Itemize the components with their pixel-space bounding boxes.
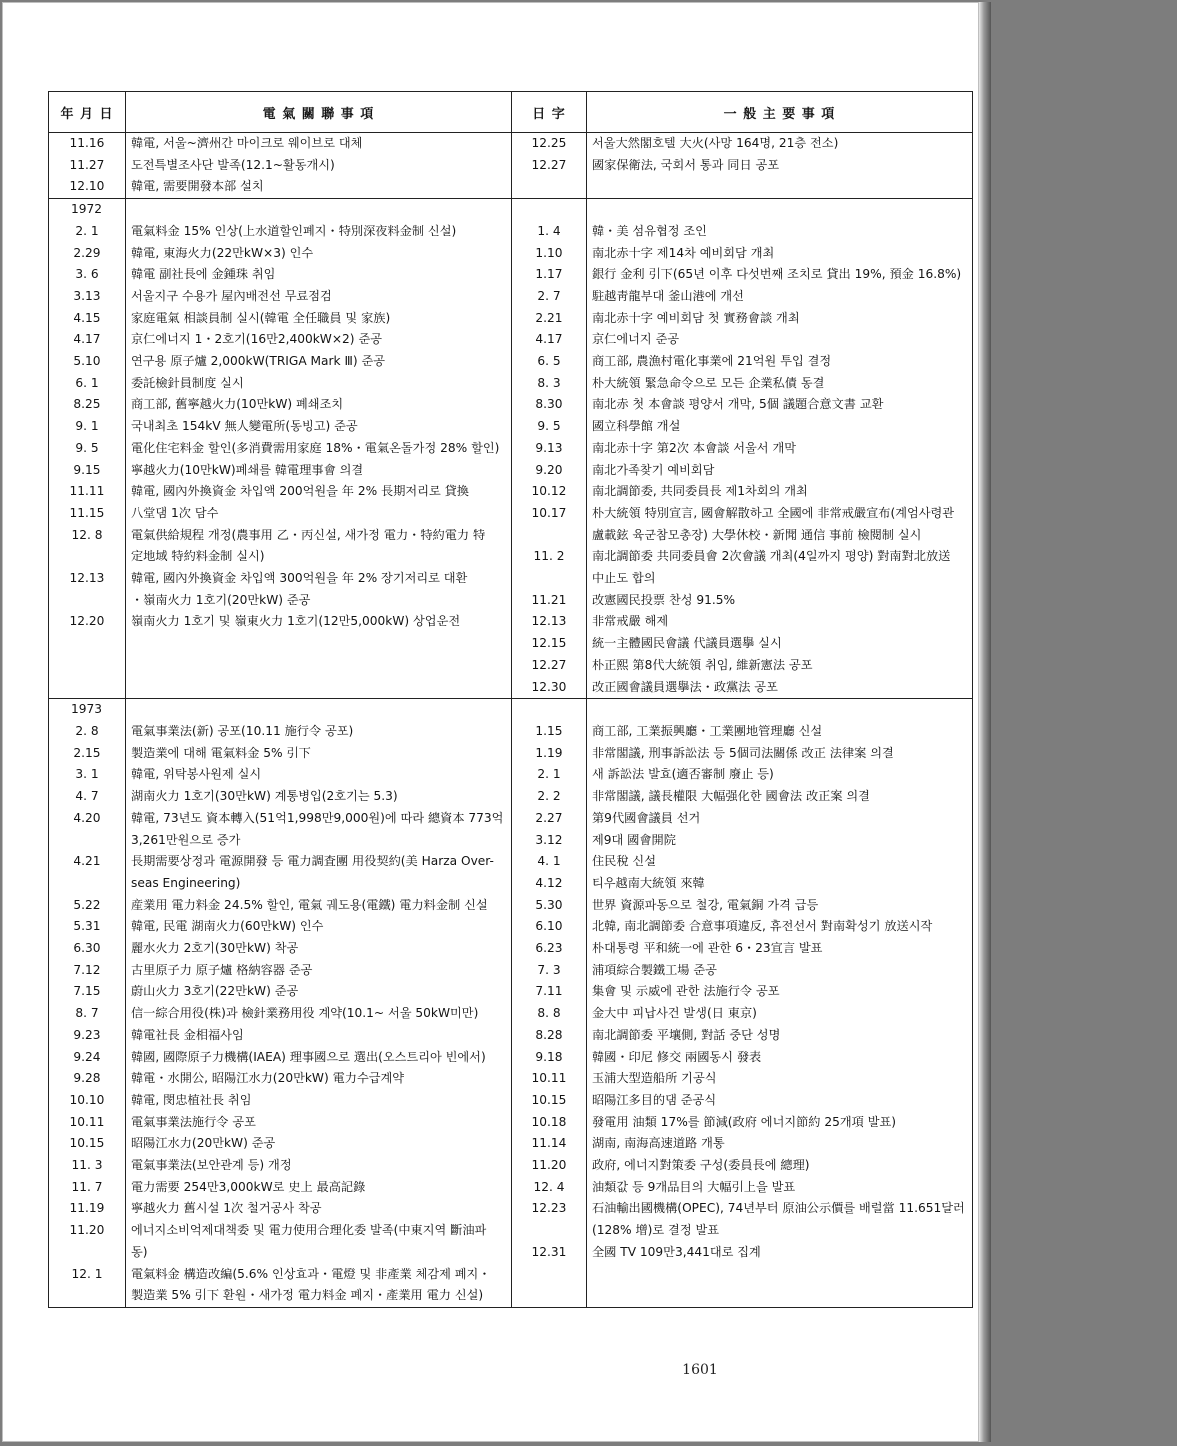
- general-event: 油類값 등 9개品目의 大幅引上을 발표: [587, 1177, 973, 1199]
- electric-event: 電氣事業法(보안관계 등) 개정: [126, 1155, 512, 1177]
- electric-date: 8. 7: [49, 1003, 126, 1025]
- general-date: 11.20: [512, 1155, 587, 1177]
- electric-event: 電氣事業法施行令 공포: [126, 1112, 512, 1134]
- general-date: 5.30: [512, 895, 587, 917]
- general-event: 南北赤十字 예비회담 첫 實務會談 개최: [587, 308, 973, 330]
- table-row: [49, 373, 973, 395]
- general-event: 서울大然閣호텔 大火(사망 164명, 21층 전소): [587, 133, 973, 155]
- general-event: 韓・美 섬유협정 조인: [587, 221, 973, 243]
- header-electric-events: 電 氣 關 聯 事 項: [126, 92, 512, 133]
- general-date: 1. 4: [512, 221, 587, 243]
- table-row: [49, 394, 973, 416]
- table-row: [49, 611, 973, 633]
- electric-event: 古里原子力 原子爐 格納容器 준공: [126, 960, 512, 982]
- general-event: 玉浦大型造船所 기공식: [587, 1068, 973, 1090]
- electric-date: [49, 873, 126, 895]
- electric-event: 韓電, 國內外換資金 차입액 300억원을 年 2% 장기저리로 대환: [126, 568, 512, 590]
- electric-date: 2.29: [49, 243, 126, 265]
- electric-event: 韓電社長 金相福사임: [126, 1025, 512, 1047]
- empty-cell: [587, 199, 973, 221]
- electric-event: [126, 633, 512, 655]
- electric-event: 寧越火力(10만kW)폐쇄를 韓電理事會 의결: [126, 460, 512, 482]
- electric-event: 韓國, 國際原子力機構(IAEA) 理事國으로 選出(오스트리아 빈에서): [126, 1047, 512, 1069]
- general-event: 商工部, 工業振興廳・工業團地管理廳 신설: [587, 721, 973, 743]
- table-row: [49, 873, 973, 895]
- table-row: [49, 655, 973, 677]
- general-event: 發電用 油類 17%를 節減(政府 에너지節約 25개項 발표): [587, 1112, 973, 1134]
- table-row: [49, 243, 973, 265]
- general-date: 3.12: [512, 830, 587, 852]
- general-date: 10.15: [512, 1090, 587, 1112]
- table-row: [49, 1025, 973, 1047]
- general-event: 朴大統領 特別宣言, 國會解散하고 全國에 非常戒嚴宣布(계엄사령관: [587, 503, 973, 525]
- electric-date: [49, 546, 126, 568]
- general-event: 南北가족찾기 예비회담: [587, 460, 973, 482]
- electric-event: 定地域 特約料金制 실시): [126, 546, 512, 568]
- electric-date: 7.15: [49, 981, 126, 1003]
- electric-event: [126, 655, 512, 677]
- general-date: 12.23: [512, 1198, 587, 1220]
- general-date: 12.31: [512, 1242, 587, 1264]
- table-row: [49, 677, 973, 699]
- general-event: 金大中 피납사건 발생(日 東京): [587, 1003, 973, 1025]
- electric-date: 12.10: [49, 176, 126, 198]
- electric-event: 湖南火力 1호기(30만kW) 계통병입(2호기는 5.3): [126, 786, 512, 808]
- electric-event: 韓電, 東海火力(22만kW×3) 인수: [126, 243, 512, 265]
- electric-date: 10.15: [49, 1133, 126, 1155]
- general-event: 湖南, 南海高速道路 개통: [587, 1133, 973, 1155]
- general-date: 8.28: [512, 1025, 587, 1047]
- general-event: 朴正熙 第8代大統領 취임, 維新憲法 공포: [587, 655, 973, 677]
- general-date: 6.10: [512, 916, 587, 938]
- general-date: 8.30: [512, 394, 587, 416]
- electric-event: 韓電, 서울~濟州간 마이크로 웨이브로 대체: [126, 133, 512, 155]
- electric-event: 電氣事業法(新) 공포(10.11 施行令 공포): [126, 721, 512, 743]
- general-date: 11. 2: [512, 546, 587, 568]
- general-date: 4.12: [512, 873, 587, 895]
- table-row: [49, 329, 973, 351]
- electric-date: 5.31: [49, 916, 126, 938]
- table-row: [49, 503, 973, 525]
- electric-date: 3. 1: [49, 764, 126, 786]
- year-label: 1972: [49, 199, 126, 221]
- table-row: [49, 1264, 973, 1286]
- electric-date: 11.15: [49, 503, 126, 525]
- header-date: 年 月 日: [49, 92, 126, 133]
- general-date: [512, 1285, 587, 1307]
- general-event: 南北赤十字 제14차 예비회담 개최: [587, 243, 973, 265]
- table-row: [49, 1285, 973, 1307]
- general-date: 6.23: [512, 938, 587, 960]
- general-date: [512, 568, 587, 590]
- general-event: 全國 TV 109만3,441대로 집계: [587, 1242, 973, 1264]
- electric-event: 長期需要상정과 電源開發 등 電力調査團 用役契約(美 Harza Over-: [126, 851, 512, 873]
- table-row: [49, 1068, 973, 1090]
- electric-event: 嶺南火力 1호기 및 嶺東火力 1호기(12만5,000kW) 상업운전: [126, 611, 512, 633]
- table-row: [49, 786, 973, 808]
- table-row: [49, 1047, 973, 1069]
- electric-date: 9.15: [49, 460, 126, 482]
- electric-date: 6. 1: [49, 373, 126, 395]
- electric-event: 연구용 原子爐 2,000kW(TRIGA Mark Ⅲ) 준공: [126, 351, 512, 373]
- electric-date: 10.10: [49, 1090, 126, 1112]
- electric-date: [49, 655, 126, 677]
- electric-date: [49, 633, 126, 655]
- general-date: 9.13: [512, 438, 587, 460]
- electric-event: [126, 677, 512, 699]
- general-date: 10.18: [512, 1112, 587, 1134]
- table-row: [49, 546, 973, 568]
- electric-date: [49, 830, 126, 852]
- general-event: (128% 增)로 결정 발표: [587, 1220, 973, 1242]
- general-event: 統一主體國民會議 代議員選擧 실시: [587, 633, 973, 655]
- general-date: 2.21: [512, 308, 587, 330]
- electric-date: 9.28: [49, 1068, 126, 1090]
- table-row: [49, 916, 973, 938]
- table-row: [49, 895, 973, 917]
- general-date: 2. 7: [512, 286, 587, 308]
- table-row: [49, 1155, 973, 1177]
- general-event: [587, 1264, 973, 1286]
- electric-date: 12. 1: [49, 1264, 126, 1286]
- general-date: 7. 3: [512, 960, 587, 982]
- general-date: 4.17: [512, 329, 587, 351]
- general-date: 1.19: [512, 743, 587, 765]
- electric-event: 八堂댐 1次 담수: [126, 503, 512, 525]
- electric-date: 5.22: [49, 895, 126, 917]
- general-date: 12.27: [512, 155, 587, 177]
- chronology-table: [48, 91, 973, 1308]
- general-event: 中止도 합의: [587, 568, 973, 590]
- table-row: [49, 633, 973, 655]
- table-row: [49, 176, 973, 198]
- table-row: [49, 1133, 973, 1155]
- table-row: [49, 264, 973, 286]
- general-date: 6. 5: [512, 351, 587, 373]
- general-date: 9.18: [512, 1047, 587, 1069]
- general-date: 10.11: [512, 1068, 587, 1090]
- general-event: 南北赤十字 第2次 本會談 서울서 개막: [587, 438, 973, 460]
- empty-cell: [512, 699, 587, 721]
- general-date: 9. 5: [512, 416, 587, 438]
- electric-date: 4.20: [49, 808, 126, 830]
- electric-date: 11. 3: [49, 1155, 126, 1177]
- page-number: 1601: [682, 1362, 718, 1378]
- electric-date: 4.15: [49, 308, 126, 330]
- electric-event: 韓電, 民電 湖南火力(60만kW) 인수: [126, 916, 512, 938]
- general-event: 朴대통령 平和統一에 관한 6・23宣言 발표: [587, 938, 973, 960]
- electric-event: 蔚山火力 3호기(22만kW) 준공: [126, 981, 512, 1003]
- general-date: 2.27: [512, 808, 587, 830]
- electric-event: ・嶺南火力 1호기(20만kW) 준공: [126, 590, 512, 612]
- electric-date: [49, 677, 126, 699]
- chronology-body: [49, 133, 973, 1308]
- electric-event: 家庭電氣 相談員制 실시(韓電 全任職員 및 家族): [126, 308, 512, 330]
- electric-date: 12.20: [49, 611, 126, 633]
- electric-date: 4.21: [49, 851, 126, 873]
- table-row: [49, 1090, 973, 1112]
- electric-event: 商工部, 舊寧越火力(10만kW) 폐쇄조치: [126, 394, 512, 416]
- general-event: [587, 176, 973, 198]
- electric-date: 11. 7: [49, 1177, 126, 1199]
- general-event: 北韓, 南北調節委 合意事項違反, 휴전선서 對南확성기 放送시작: [587, 916, 973, 938]
- table-row: [49, 981, 973, 1003]
- electric-date: 3.13: [49, 286, 126, 308]
- empty-cell: [587, 699, 973, 721]
- electric-event: 電化住宅料金 할인(多消費需用家庭 18%・電氣온돌가정 28% 할인): [126, 438, 512, 460]
- general-event: 銀行 金利 引下(65년 이후 다섯번째 조치로 貸出 19%, 預金 16.8%): [587, 264, 973, 286]
- general-date: [512, 1220, 587, 1242]
- table-row: [49, 1112, 973, 1134]
- general-event: 商工部, 農漁村電化事業에 21억원 투입 결정: [587, 351, 973, 373]
- table-row: [49, 286, 973, 308]
- table-row: [49, 960, 973, 982]
- table-row: [49, 460, 973, 482]
- general-event: 티우越南大統領 來韓: [587, 873, 973, 895]
- year-row: [49, 699, 973, 721]
- general-event: 世界 資源파동으로 철강, 電氣銅 가격 급등: [587, 895, 973, 917]
- electric-event: 麗水火力 2호기(30만kW) 착공: [126, 938, 512, 960]
- electric-date: 7.12: [49, 960, 126, 982]
- table-row: [49, 416, 973, 438]
- electric-event: 信一綜合用役(株)과 檢針業務用役 계약(10.1~ 서울 50kW미만): [126, 1003, 512, 1025]
- general-event: [587, 1285, 973, 1307]
- electric-event: 서울지구 수용가 屋內배전선 무료점검: [126, 286, 512, 308]
- general-date: [512, 1264, 587, 1286]
- general-date: 1.15: [512, 721, 587, 743]
- table-row: [49, 438, 973, 460]
- general-date: [512, 176, 587, 198]
- electric-date: 9.24: [49, 1047, 126, 1069]
- general-date: 11.21: [512, 590, 587, 612]
- general-event: 昭陽江多目的댐 준공식: [587, 1090, 973, 1112]
- electric-date: 6.30: [49, 938, 126, 960]
- table-row: [49, 155, 973, 177]
- electric-event: 韓電・水開公, 昭陽江水力(20만kW) 電力수급계약: [126, 1068, 512, 1090]
- electric-event: 京仁에너지 1・2호기(16만2,400kW×2) 준공: [126, 329, 512, 351]
- table-row: [49, 808, 973, 830]
- electric-event: 에너지소비억제대책委 및 電力使用合理化委 발족(中東지역 斷油파: [126, 1220, 512, 1242]
- general-date: 11.14: [512, 1133, 587, 1155]
- year-row: [49, 199, 973, 221]
- general-date: 9.20: [512, 460, 587, 482]
- table-row: [49, 133, 973, 155]
- table-row: [49, 221, 973, 243]
- electric-event: 産業用 電力料金 24.5% 할인, 電氣 궤도용(電鐵) 電力料金制 신설: [126, 895, 512, 917]
- table-row: [49, 525, 973, 547]
- electric-date: 3. 6: [49, 264, 126, 286]
- table-row: [49, 743, 973, 765]
- electric-date: 9. 1: [49, 416, 126, 438]
- electric-event: 電力需要 254만3,000kW로 史上 最高記錄: [126, 1177, 512, 1199]
- general-event: 改憲國民投票 찬성 91.5%: [587, 590, 973, 612]
- table-row: [49, 764, 973, 786]
- electric-event: 製造業 5% 引下 환원・새가정 電力料金 폐지・產業用 電力 신설): [126, 1285, 512, 1307]
- general-event: 石油輸出國機構(OPEC), 74년부터 原油公示價를 배럴當 11.651달러: [587, 1198, 973, 1220]
- electric-event: 寧越火力 舊시설 1次 철거공사 착공: [126, 1198, 512, 1220]
- page-edge-shadow: [979, 2, 991, 1442]
- empty-cell: [126, 699, 512, 721]
- general-event: 浦項綜合製鐵工場 준공: [587, 960, 973, 982]
- general-event: 韓國・印尼 修交 兩國동시 發表: [587, 1047, 973, 1069]
- table-row: [49, 1003, 973, 1025]
- electric-date: 9.23: [49, 1025, 126, 1047]
- electric-event: 국내최초 154kV 無人變電所(동빙고) 준공: [126, 416, 512, 438]
- header-general-events: 一 般 主 要 事 項: [587, 92, 973, 133]
- year-label: 1973: [49, 699, 126, 721]
- header-day: 日 字: [512, 92, 587, 133]
- general-date: 12. 4: [512, 1177, 587, 1199]
- general-date: 12.25: [512, 133, 587, 155]
- general-date: [512, 525, 587, 547]
- general-date: 2. 2: [512, 786, 587, 808]
- table-row: [49, 1220, 973, 1242]
- general-event: 非常閣議, 刑事訴訟法 등 5個司法關係 改正 法律案 의결: [587, 743, 973, 765]
- table-row: [49, 721, 973, 743]
- table-row: [49, 481, 973, 503]
- electric-date: 8.25: [49, 394, 126, 416]
- electric-date: 4.17: [49, 329, 126, 351]
- general-date: 1.17: [512, 264, 587, 286]
- general-date: 8. 8: [512, 1003, 587, 1025]
- electric-event: 3,261만원으로 증가: [126, 830, 512, 852]
- electric-event: 韓電, 國內外換資金 차입액 200억원을 年 2% 長期저리로 貸換: [126, 481, 512, 503]
- general-event: 非常戒嚴 해제: [587, 611, 973, 633]
- electric-event: seas Engineering): [126, 873, 512, 895]
- general-event: 南北調節委 平壤側, 對話 중단 성명: [587, 1025, 973, 1047]
- table-header-row: [49, 92, 973, 133]
- general-date: 12.13: [512, 611, 587, 633]
- electric-date: 2.15: [49, 743, 126, 765]
- general-date: 12.30: [512, 677, 587, 699]
- table-row: [49, 830, 973, 852]
- electric-date: 12. 8: [49, 525, 126, 547]
- general-event: 南北調節委 共同委員會 2次會議 개최(4일까지 평양) 對南對北放送: [587, 546, 973, 568]
- general-event: 南北調節委, 共同委員長 제1차회의 개최: [587, 481, 973, 503]
- electric-date: 10.11: [49, 1112, 126, 1134]
- table-row: [49, 590, 973, 612]
- table-row: [49, 1177, 973, 1199]
- general-event: 駐越靑龍부대 釜山港에 개선: [587, 286, 973, 308]
- electric-date: [49, 590, 126, 612]
- general-date: 8. 3: [512, 373, 587, 395]
- electric-date: 11.11: [49, 481, 126, 503]
- electric-date: 11.27: [49, 155, 126, 177]
- general-event: 第9代國會議員 선거: [587, 808, 973, 830]
- general-event: 國立科學館 개설: [587, 416, 973, 438]
- electric-event: 韓電 副社長에 金鍾珠 취임: [126, 264, 512, 286]
- general-event: 非常閣議, 議長權限 大幅强化한 國會法 改正案 의결: [587, 786, 973, 808]
- general-event: 政府, 에너지對策委 구성(委員長에 總理): [587, 1155, 973, 1177]
- general-date: 12.15: [512, 633, 587, 655]
- table-row: [49, 568, 973, 590]
- electric-date: 4. 7: [49, 786, 126, 808]
- electric-event: 委託檢針員制度 실시: [126, 373, 512, 395]
- general-event: 南北赤 첫 本會談 평양서 개막, 5個 議題合意文書 교환: [587, 394, 973, 416]
- general-event: 住民稅 신설: [587, 851, 973, 873]
- electric-date: [49, 1285, 126, 1307]
- electric-event: 韓電, 閔忠植社長 취임: [126, 1090, 512, 1112]
- table-row: [49, 851, 973, 873]
- general-event: 集會 및 示威에 관한 法施行令 공포: [587, 981, 973, 1003]
- electric-date: 2. 8: [49, 721, 126, 743]
- electric-event: 電氣料金 構造改編(5.6% 인상효과・電燈 및 非產業 체감제 폐지・: [126, 1264, 512, 1286]
- table-row: [49, 308, 973, 330]
- electric-date: 12.13: [49, 568, 126, 590]
- table-row: [49, 1242, 973, 1264]
- general-event: 제9대 國會開院: [587, 830, 973, 852]
- electric-event: 도전특별조사단 발족(12.1~활동개시): [126, 155, 512, 177]
- electric-date: 11.19: [49, 1198, 126, 1220]
- electric-event: 韓電, 需要開發本部 설치: [126, 176, 512, 198]
- general-event: 새 訴訟法 발효(適否審制 廢止 등): [587, 764, 973, 786]
- general-event: 國家保衛法, 국회서 통과 同日 공포: [587, 155, 973, 177]
- general-date: 2. 1: [512, 764, 587, 786]
- general-date: 1.10: [512, 243, 587, 265]
- electric-date: [49, 1242, 126, 1264]
- table-row: [49, 351, 973, 373]
- electric-date: 5.10: [49, 351, 126, 373]
- empty-cell: [512, 199, 587, 221]
- general-date: 7.11: [512, 981, 587, 1003]
- electric-event: 동): [126, 1242, 512, 1264]
- electric-event: 製造業에 대해 電氣料金 5% 引下: [126, 743, 512, 765]
- electric-date: 11.16: [49, 133, 126, 155]
- table-row: [49, 1198, 973, 1220]
- general-event: 盧載鉉 육군참모총장) 大學休校・新聞 通信 事前 檢閱制 실시: [587, 525, 973, 547]
- electric-event: 電氣供給規程 개정(農事用 乙・丙신설, 새가정 電力・特約電力 特: [126, 525, 512, 547]
- general-date: 12.27: [512, 655, 587, 677]
- general-date: 4. 1: [512, 851, 587, 873]
- general-event: 朴大統領 緊急命令으로 모든 企業私債 동결: [587, 373, 973, 395]
- table-row: [49, 938, 973, 960]
- general-event: 京仁에너지 준공: [587, 329, 973, 351]
- electric-event: 韓電, 73년도 資本轉入(51억1,998만9,000원)에 따라 總資本 773억: [126, 808, 512, 830]
- electric-event: 電氣料金 15% 인상(上水道할인폐지・特別深夜料金制 신설): [126, 221, 512, 243]
- general-date: 10.12: [512, 481, 587, 503]
- electric-event: 昭陽江水力(20만kW) 준공: [126, 1133, 512, 1155]
- electric-date: 2. 1: [49, 221, 126, 243]
- electric-date: 11.20: [49, 1220, 126, 1242]
- general-date: 10.17: [512, 503, 587, 525]
- empty-cell: [126, 199, 512, 221]
- electric-event: 韓電, 위탁봉사원제 실시: [126, 764, 512, 786]
- general-event: 改正國會議員選擧法・政黨法 공포: [587, 677, 973, 699]
- electric-date: 9. 5: [49, 438, 126, 460]
